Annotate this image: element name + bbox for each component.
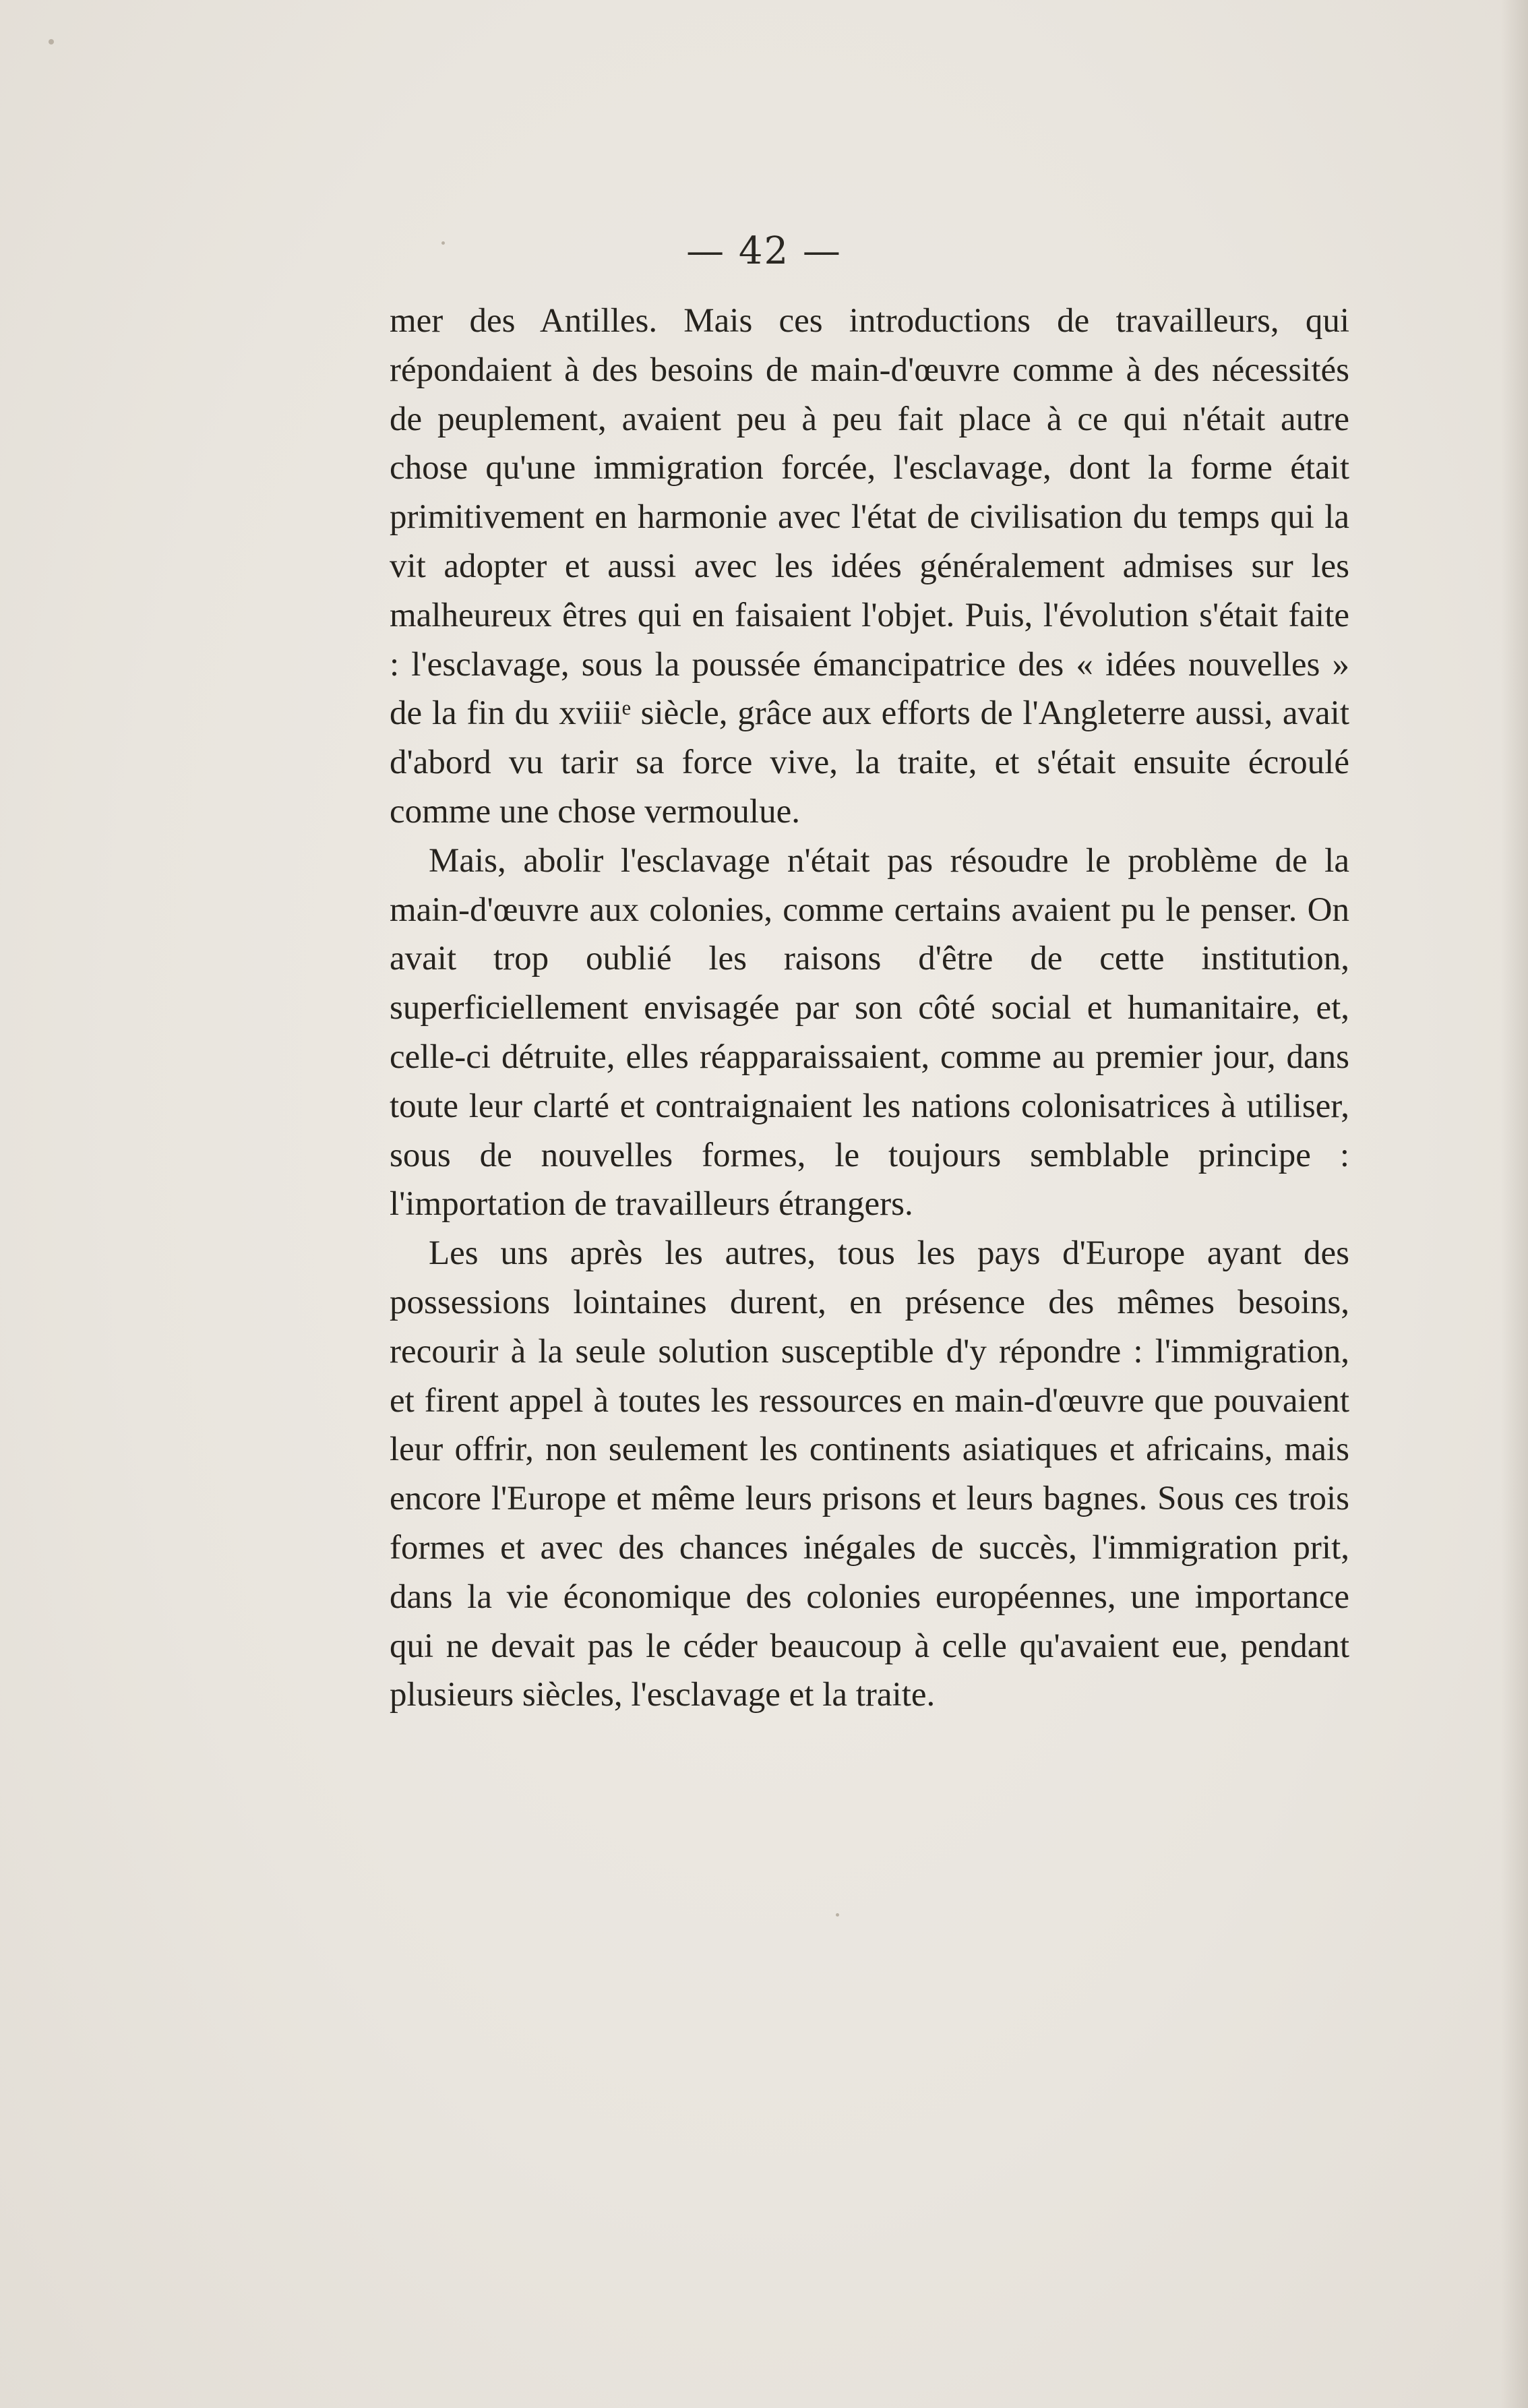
paragraph-2: Mais, abolir l'esclavage n'était pas résoudre le problème de la main-d'œuvre aux colonies, comme certains avaient pu le penser. On avait trop oublié les raisons d'être de cette institution, superficiellement envisagée par son côté social et humanitaire, et, celle-ci détruite, elles réapparaissaient, comme au premier jour, dans toute leur clarté et contraignaient les nations colonisatrices à utiliser, sous de nouvelles formes, le toujours semblable principe : l'importation de travailleurs étrangers. [390,841,1349,1224]
paragraph-3: Les uns après les autres, tous les pays d'Europe ayant des possessions lointaines durent, en présence des mêmes besoins, recourir à la seule solution susceptible d'y répondre : l'immigration, et firent appel à toutes les ressources en main-d'œuvre que pouvaient leur offrir, non seulement les continents asiatiques et africains, mais encore l'Europe et même leurs prisons et leurs bagnes. Sous ces trois formes et avec des chances inégales de succès, l'immigration prit, dans la vie économique des colonies européennes, une importance qui ne devait pas le céder beaucoup à celle qu'avaient eue, pendant plusieurs siècles, l'esclavage et la traite. [390,1234,1349,1714]
body-text [390,297,1349,1720]
paragraph-1: mer des Antilles. Mais ces introductions de travailleurs, qui répondaient à des besoins de main-d'œuvre comme à des nécessités de peuplement, avaient peu à peu fait place à ce qui n'était autre chose qu'une immigration forcée, l'esclavage, dont la forme était primitivement en harmonie avec l'état de civilisation du temps qui la vit adopter et aussi avec les idées généralement admises sur les malheureux êtres qui en faisaient l'objet. Puis, l'évolution s'était faite : l'esclavage, sous la poussée émancipatrice des « idées nouvelles » de la fin du xviiiᵉ siècle, grâce aux efforts de l'Angleterre aussi, avait d'abord vu tarir sa force vive, la traite, et s'était ensuite écroulé comme une chose vermoulue. [390,302,1349,831]
page-edge-shadow [1501,0,1528,2408]
paper-speck [49,39,54,44]
paper-speck [836,1913,839,1917]
page-number: — 42 — [686,229,842,273]
